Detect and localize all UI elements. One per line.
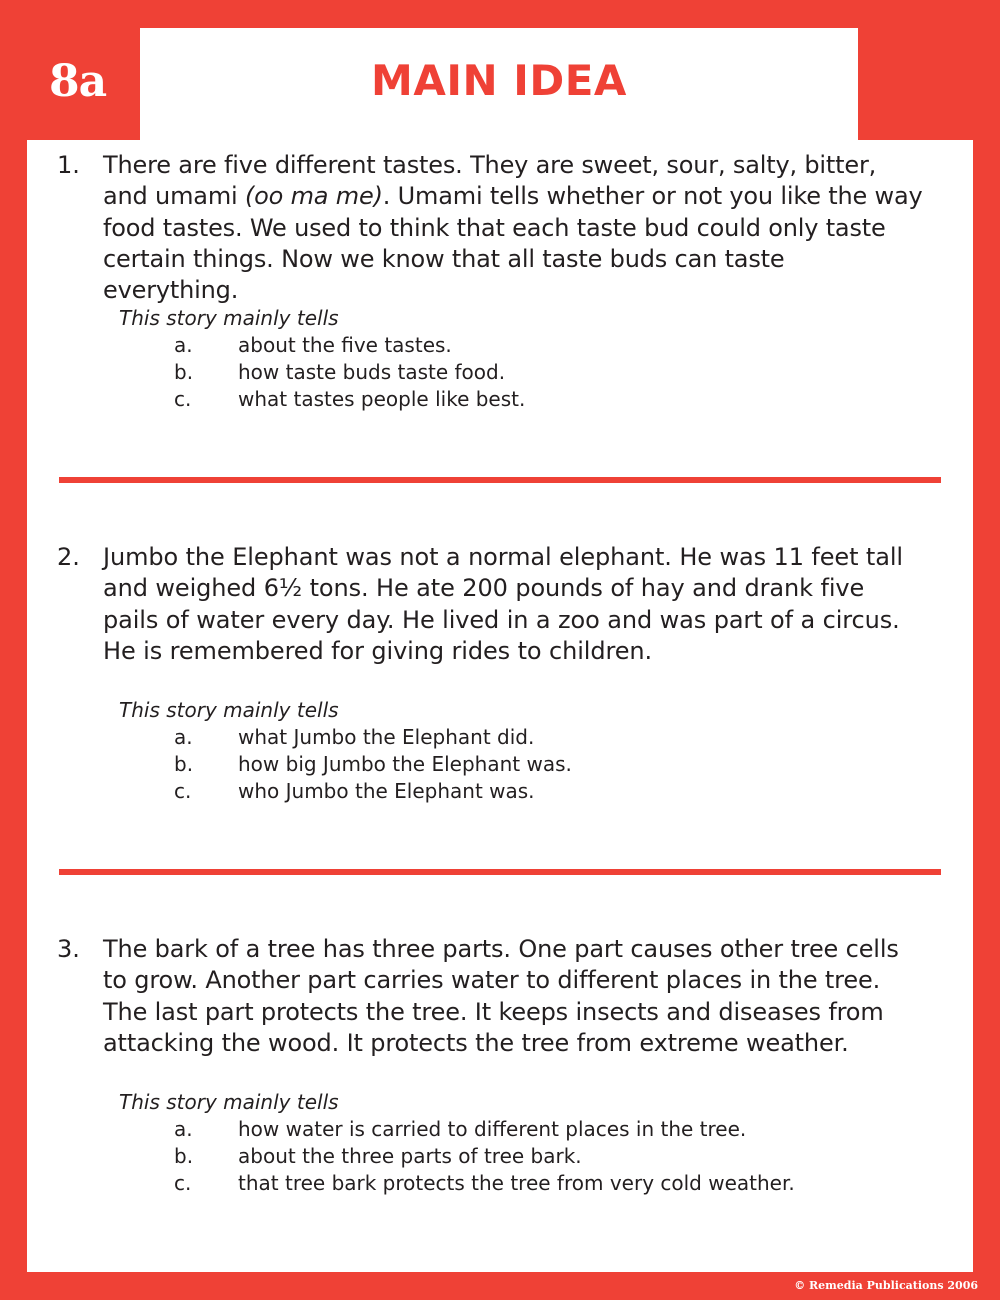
answer-option-c[interactable] xyxy=(27,778,927,806)
question-prompt: This story mainly tells xyxy=(119,698,339,722)
option-text: what Jumbo the Elephant did. xyxy=(238,725,535,749)
question-passage xyxy=(103,150,923,306)
answer-option-a[interactable] xyxy=(27,1116,927,1144)
passage-text-part: . Umami tells whether or not you like the way food tastes. We used to think that each taste bud could only taste certain things. Now we know that all taste buds can taste everything. xyxy=(103,182,923,305)
option-letter: c. xyxy=(174,1171,192,1195)
content-panel xyxy=(27,140,973,1272)
option-letter: c. xyxy=(174,779,192,803)
option-letter: b. xyxy=(174,360,194,384)
answer-option-b[interactable] xyxy=(27,1143,927,1171)
answer-option-a[interactable] xyxy=(27,332,927,360)
section-divider xyxy=(59,869,941,875)
option-letter: b. xyxy=(174,752,194,776)
answer-option-a[interactable] xyxy=(27,724,927,752)
page-title: MAIN IDEA xyxy=(371,56,627,105)
option-letter: c. xyxy=(174,387,192,411)
question-number: 1. xyxy=(57,151,80,179)
question-passage: The bark of a tree has three parts. One part causes other tree cells to grow. Another part carries water to different places in the tree. The last part protects the tree. It keeps insects and diseases from attacking the wood. It protects the tree from extreme weather. xyxy=(103,935,899,1057)
passage-text-part: There are five different tastes. They are sweet, sour, salty, bitter, and umami xyxy=(103,151,877,211)
option-text: how taste buds taste food. xyxy=(238,360,506,384)
answer-option-c[interactable] xyxy=(27,1170,927,1198)
option-text: about the three parts of tree bark. xyxy=(238,1144,582,1168)
option-letter: a. xyxy=(174,1117,193,1141)
option-text: about the five tastes. xyxy=(238,333,452,357)
question-number: 3. xyxy=(57,935,80,963)
option-letter: a. xyxy=(174,333,193,357)
section-divider xyxy=(59,477,941,483)
question-number: 2. xyxy=(57,543,80,571)
pronunciation-text: (oo ma me) xyxy=(244,182,383,211)
copyright-notice: © Remedia Publications 2006 xyxy=(794,1279,978,1292)
card-label: 8a xyxy=(49,56,107,107)
question-passage: Jumbo the Elephant was not a normal elephant. He was 11 feet tall and weighed 6½ tons. He ate 200 pounds of hay and drank five pails of water every day. He lived in a zoo and was part of a circus. He is remembered for giving rides to children. xyxy=(103,543,903,665)
option-text: that tree bark protects the tree from very cold weather. xyxy=(238,1171,795,1195)
option-letter: b. xyxy=(174,1144,194,1168)
option-letter: a. xyxy=(174,725,193,749)
option-text: who Jumbo the Elephant was. xyxy=(238,779,535,803)
answer-option-b[interactable] xyxy=(27,359,927,387)
option-text: how water is carried to different places in the tree. xyxy=(238,1117,747,1141)
answer-option-c[interactable] xyxy=(27,386,927,414)
option-text: what tastes people like best. xyxy=(238,387,526,411)
answer-option-b[interactable] xyxy=(27,751,927,779)
option-text: how big Jumbo the Elephant was. xyxy=(238,752,572,776)
question-prompt: This story mainly tells xyxy=(119,1090,339,1114)
question-prompt: This story mainly tells xyxy=(119,306,339,330)
